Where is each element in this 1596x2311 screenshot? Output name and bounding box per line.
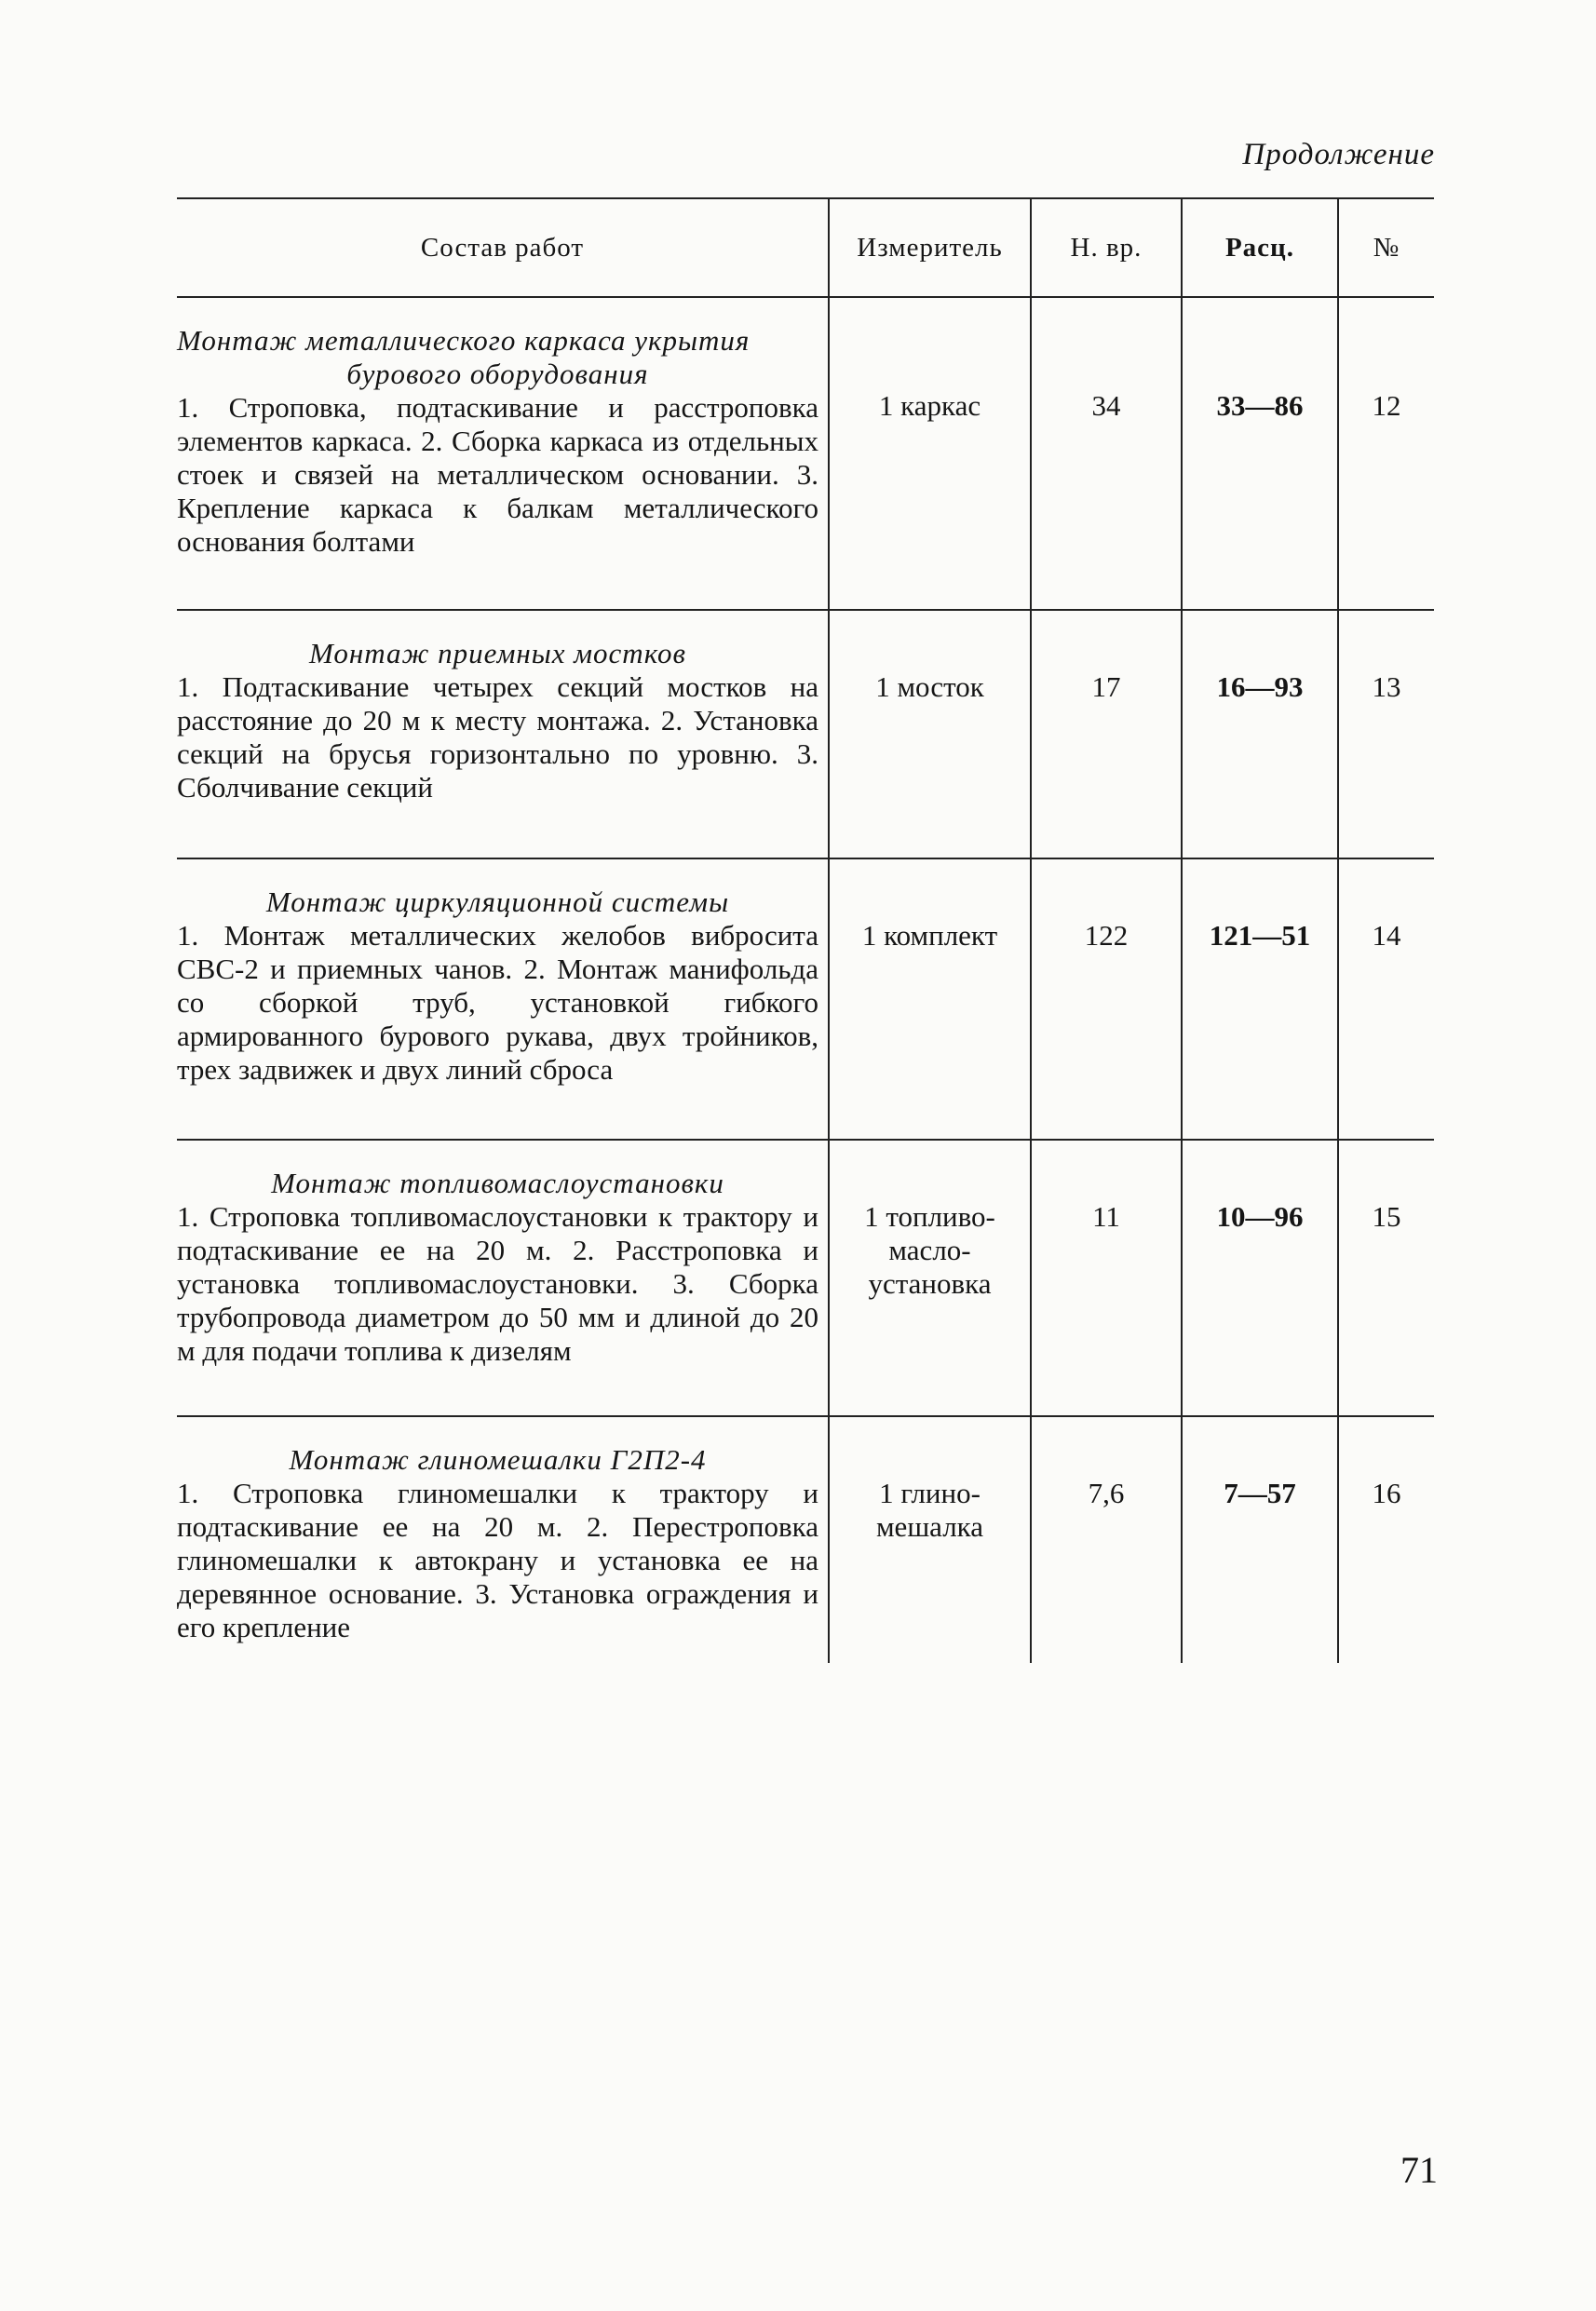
work-title: Монтаж приемных мостков	[309, 637, 686, 669]
measure-cell	[829, 1140, 1031, 1416]
table-row	[177, 1416, 1434, 1663]
work-cell	[177, 610, 829, 858]
norm-time-cell: 122	[1031, 858, 1182, 1140]
rate-cell: 121—51	[1182, 858, 1338, 1140]
continuation-label: Продолжение	[1242, 138, 1435, 171]
work-description: 1. Строповка топливомаслоустановки к трактору и подтаскивание ее на 20 м. 2. Расстроповка и установка топливомаслоустановки. 3. Сборка трубопровода диаметром до 50 мм и длиной до 20 м для подачи топлива к дизелям	[177, 1200, 818, 1367]
work-cell	[177, 1416, 829, 1663]
number-cell: 12	[1338, 297, 1434, 610]
measure-line: мешалка	[875, 1510, 984, 1543]
norm-time-cell: 7,6	[1031, 1416, 1182, 1663]
table-row	[177, 858, 1434, 1140]
work-title: Монтаж топливомаслоустановки	[271, 1167, 724, 1199]
rate-cell: 10—96	[1182, 1140, 1338, 1416]
norms-table	[177, 197, 1434, 1663]
number-cell: 15	[1338, 1140, 1434, 1416]
measure-line: установка	[868, 1267, 992, 1300]
page-number: 71	[1400, 2149, 1438, 2191]
measure-cell: 1 каркас	[829, 297, 1031, 610]
norm-time-cell: 34	[1031, 297, 1182, 610]
work-title-cont: бурового оборудования	[346, 358, 649, 390]
measure-cell	[829, 1416, 1031, 1663]
work-title: Монтаж глиномешалки Г2П2-4	[289, 1443, 707, 1476]
number-cell: 14	[1338, 858, 1434, 1140]
rate-cell: 33—86	[1182, 297, 1338, 610]
work-title: Монтаж циркуляционной системы	[265, 885, 730, 918]
number-cell: 13	[1338, 610, 1434, 858]
work-description: 1. Монтаж металлических желобов вибросита СВС-2 и приемных чанов. 2. Монтаж манифольда со сборкой труб, установкой гибкого армированного бурового рукава, двух тройников, трех задвижек и двух линий сброса	[177, 919, 818, 1086]
rate-cell: 7—57	[1182, 1416, 1338, 1663]
table-row	[177, 297, 1434, 610]
header-work: Состав работ	[177, 198, 829, 297]
measure-line: 1 глино-	[879, 1477, 981, 1509]
header-rate: Расц.	[1182, 198, 1338, 297]
header-measure: Измеритель	[829, 198, 1031, 297]
work-cell	[177, 858, 829, 1140]
measure-line: масло-	[888, 1234, 971, 1266]
measure-line: 1 топливо-	[864, 1200, 995, 1233]
work-description: 1. Строповка, подтаскивание и расстроповка элементов каркаса. 2. Сборка каркаса из отдельных стоек и связей на металлическом основании. 3. Крепление каркаса к балкам металлического основания болтами	[177, 391, 818, 558]
work-cell	[177, 1140, 829, 1416]
table-row	[177, 1140, 1434, 1416]
work-description: 1. Строповка глиномешалки к трактору и подтаскивание ее на 20 м. 2. Перестроповка глиномешалки к автокрану и установка ее на деревянное основание. 3. Установка ограждения и его крепление	[177, 1477, 818, 1643]
measure-cell: 1 мосток	[829, 610, 1031, 858]
work-cell	[177, 297, 829, 610]
table-row	[177, 610, 1434, 858]
table-header-row	[177, 198, 1434, 297]
number-cell: 16	[1338, 1416, 1434, 1663]
work-title: Монтаж металлического каркаса укрытия	[177, 324, 751, 357]
measure-cell: 1 комплект	[829, 858, 1031, 1140]
norm-time-cell: 17	[1031, 610, 1182, 858]
header-norm-time: Н. вр.	[1031, 198, 1182, 297]
rate-cell: 16—93	[1182, 610, 1338, 858]
header-number: №	[1338, 198, 1434, 297]
work-description: 1. Подтаскивание четырех секций мостков на расстояние до 20 м к месту монтажа. 2. Установка секций на брусья горизонтально по уровню. 3. Сболчивание секций	[177, 670, 818, 804]
norm-time-cell: 11	[1031, 1140, 1182, 1416]
